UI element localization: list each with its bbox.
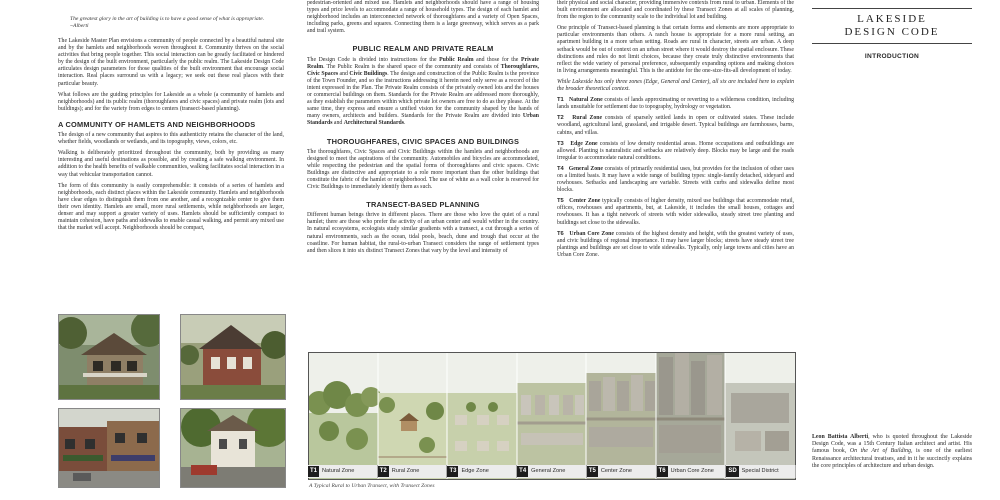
zone-description: T4 General Zone consists of primarily residential uses, but provides for the inclusion of other uses on a limited basis. It may have a wide range of building types: single-family detached, sideyard and rowhouses. Setbacks and landscaping are variable. Streets with curbs and sidewalks define most blocks. xyxy=(557,165,794,194)
transect-label: T4 General Zone xyxy=(517,465,587,478)
zones-note: While Lakeside has only three zones (Edge, General and Center), all six are included here to explain the broader theoretical context. xyxy=(557,78,794,93)
paragraph: Walking is deliberately prioritized throughout the community, both by providing as many interesting and useful destinations as possible, and by creating a safe walking environment. In addition to the health benefits of walkable communities, walking facilitates social interaction in a way that vehicular transportation cannot. xyxy=(58,150,284,178)
paragraph: What follows are the guiding principles for Lakeside as a whole (a community of hamlets and neighborhoods) and its public realm (thoroughfares and civic spaces) and private realm (lots and buildings); and for the variety from edges to centers (transect-based planning). xyxy=(58,91,284,112)
transect-caption: A Typical Rural to Urban Transect, with Transect Zones xyxy=(309,483,435,489)
column-3 xyxy=(557,0,794,263)
paragraph: The design of a new community that aspires to this authenticity retains the character of the land, whether fields, woodlands or wetlands, and its topography, views, colors, etc. xyxy=(58,132,284,146)
paragraph: pedestrian-oriented and mixed use. Hamlets and neighborhoods should have a range of housing types and price levels to accommodate a range of household types. The design of each hamlet and neighborhood includes an interconnected network of thoroughfares and a variety of Open Spaces, including parks, greens and squares. Connecting them is a large greenway, which serves as a park and trail system. xyxy=(307,0,539,35)
main-street-shops-photo xyxy=(58,408,160,488)
zone-description: T6 Urban Core Zone consists of the highest density and height, with the greatest variety of uses, and civic buildings of regional importance. It may have larger blocks; streets have steady street tree plantings and buildings are set close to wide sidewalks. Typically, only large towns and cities have an Urban Core Zone. xyxy=(557,230,794,258)
paragraph: Different human beings thrive in different places. There are those who love the quiet of a rural hamlet; there are those who prefer the activity of an urban center and would wither in the country. In natural ecosystems, ecologists study similar gradients with a transect, a cut through a series of natural environments, such as the ocean, tidal pools, beach, dune and trough that occur at the coastline. For human habitat, the rural-to-urban Transect considers the range of settlement types and then slices it into six distinct Transect Zones that vary by the level and intensity of xyxy=(307,212,539,254)
transect-label: T1 Natural Zone xyxy=(308,465,378,478)
zone-description: T5 Center Zone typically consists of higher density, mixed use buildings that accommodate retail, offices, rowhouses and apartments, but, at Lakeside, it includes the small houses, cottages and rowhouses. It has a tight network of streets with wider sidewalks, steady street tree planting and buildings set close to the sidewalks. xyxy=(557,198,795,226)
transect-label: T6 Urban Core Zone xyxy=(657,465,727,478)
paragraph: The Design Code is divided into instructions for the Public Realm and those for the Private Realm. The Public Realm is the shared space of the community and consists of Thoroughfares, Civic Spaces and Civic Buildings. The design and construction of the Public Realm is the province of the Town Founder, and so the instructions addressing it herein need only serve as a record of the intent expressed in the Plan. The Private Realm consists of the privately owned lots and the houses or commercial buildings on them. Standards for the Private Realm are addressed more thoroughly, as they establish the parameters within which private lot owners are free to do as they please. At the same time, they express and ensure a unified vision for the community shaped by the hands of many owners, architects and builders. Standards for the Private Realm are divided into Urban Standards and Architectural Standards. xyxy=(307,56,539,127)
right-panel xyxy=(812,0,1000,500)
village-street-photo xyxy=(180,408,286,488)
section-heading: PUBLIC REALM AND PRIVATE REALM xyxy=(352,44,494,54)
column-1 xyxy=(58,0,284,236)
transect-label: T3 Edge Zone xyxy=(447,465,517,478)
zone-description: T1 Natural Zone consists of lands approximating or reverting to a wilderness condition, including lands unsuitable for settlement due to topography, hydrology or vegetation. xyxy=(557,97,794,111)
title-line-1: LAKESIDE xyxy=(857,13,927,25)
paragraph: The Lakeside Master Plan envisions a community of people connected by a beautiful natural site and by the hamlets and neighborhoods woven throughout it. Community thrives on the social activities that bring people together. This social interaction can be greatly facilitated or hindered by the design of the built environment, particularly the public realm. The Lakeside Design Code articulates design parameters for those qualities of the built environment that encourage social interaction. Real places surround us with a legacy; we seek out these real places with their particular beauty. xyxy=(58,38,284,87)
paragraph: The thoroughfares, Civic Spaces and Civic Buildings within the hamlets and neighborhoods are designed to meet the aspirations of the community. Automobiles and bicycles are accommodated, while respecting the pedestrian and the spatial forms of thoroughfares and civic spaces. Civic Buildings are distinctive and appropriate to a role more important than the other buildings that constitute the fabric of the hamlet or neighborhood. The use of white as a wall color is reserved for Civic Buildings to immediately identify them as such. xyxy=(307,148,539,191)
transect-labels xyxy=(308,465,796,478)
title-line-2: DESIGN CODE xyxy=(844,26,940,38)
section-heading: A COMMUNITY OF HAMLETS AND NEIGHBORHOODS xyxy=(58,119,256,129)
brick-house-photo xyxy=(180,314,286,400)
paragraph: their physical and social character, providing immersive contexts from rural to urban. Elements of the built environment are allocated and coordinated by these Transect Zones at all scales of planning, from the region to the community scale to the individual lot and building. xyxy=(557,0,794,21)
craftsman-house-photo xyxy=(58,314,160,400)
section-heading: THOROUGHFARES, CIVIC SPACES AND BUILDINGS xyxy=(326,136,520,146)
transect-label: T5 Center Zone xyxy=(587,465,657,478)
document-title xyxy=(812,8,972,44)
column-2 xyxy=(307,0,539,259)
zone-description: T2 Rural Zone consists of sparsely settled lands in open or cultivated states. These include woodland, agricultural land, grassland, and irrigable desert. Typical buildings are farmhouses, barns, cabins, and villas. xyxy=(557,115,794,136)
alberti-quote: The greatest glory in the art of building is to have a good sense of what is appropriate. ~Alberti xyxy=(70,16,265,29)
paragraph: One principle of Transect-based planning is that certain forms and elements are more appropriate to particular environments than others. A ranch house is appropriate for a more rural setting, an apartment building in a more urban setting. Roads are rural in character, streets are urban. A deep setback would be out of context on an urban street where it would destroy the spatial enclosure. These distinctions and rules do not limit choices, because they create truly distinctive environments that reflect the wide variety of personal preference, subsequently expanding options and making choices in living arrangements meaningful. This is the antidote for the one-size-fits-all development of today. xyxy=(557,25,794,74)
zone-description: T3 Edge Zone consists of low density residential areas. Home occupations and outbuildings are allowed. Planting is naturalistic and setbacks are relatively deep. Blocks may be large and the roads irregular to accommodate natural conditions. xyxy=(557,140,795,161)
transect-label: SD Special District xyxy=(726,465,796,478)
section-label: INTRODUCTION xyxy=(864,53,920,60)
section-heading: TRANSECT-BASED PLANNING xyxy=(366,200,480,210)
transect-diagram xyxy=(308,352,796,480)
paragraph: The form of this community is easily comprehensible: it consists of a series of hamlets and neighborhoods, each distinct places within the Lakeside community. Hamlets and neighborhoods have clear edges to distinguish them from one another, and a recognizable center to give them their own identity. Hamlets are small, more rural settlements, while neighborhoods are larger, denser and may support a greater variety of uses. Hamlets should be sufficiently compact to maintain cohesion, have paths and sidewalks to enable casual walking, and permit any mixed use that the market will accept. Neighborhoods should be compact, xyxy=(58,182,284,232)
alberti-note: Leon Battista Alberti, who is quoted throughout the Lakeside Design Code, was a 15th Century Italian architect and artist. His famous book, On the Art of Building, is one of the earliest Renaissance architectural treatises, and in it he succinctly explains the core principles of architecture and urban design. xyxy=(812,434,972,469)
transect-label: T2 Rural Zone xyxy=(378,465,448,478)
